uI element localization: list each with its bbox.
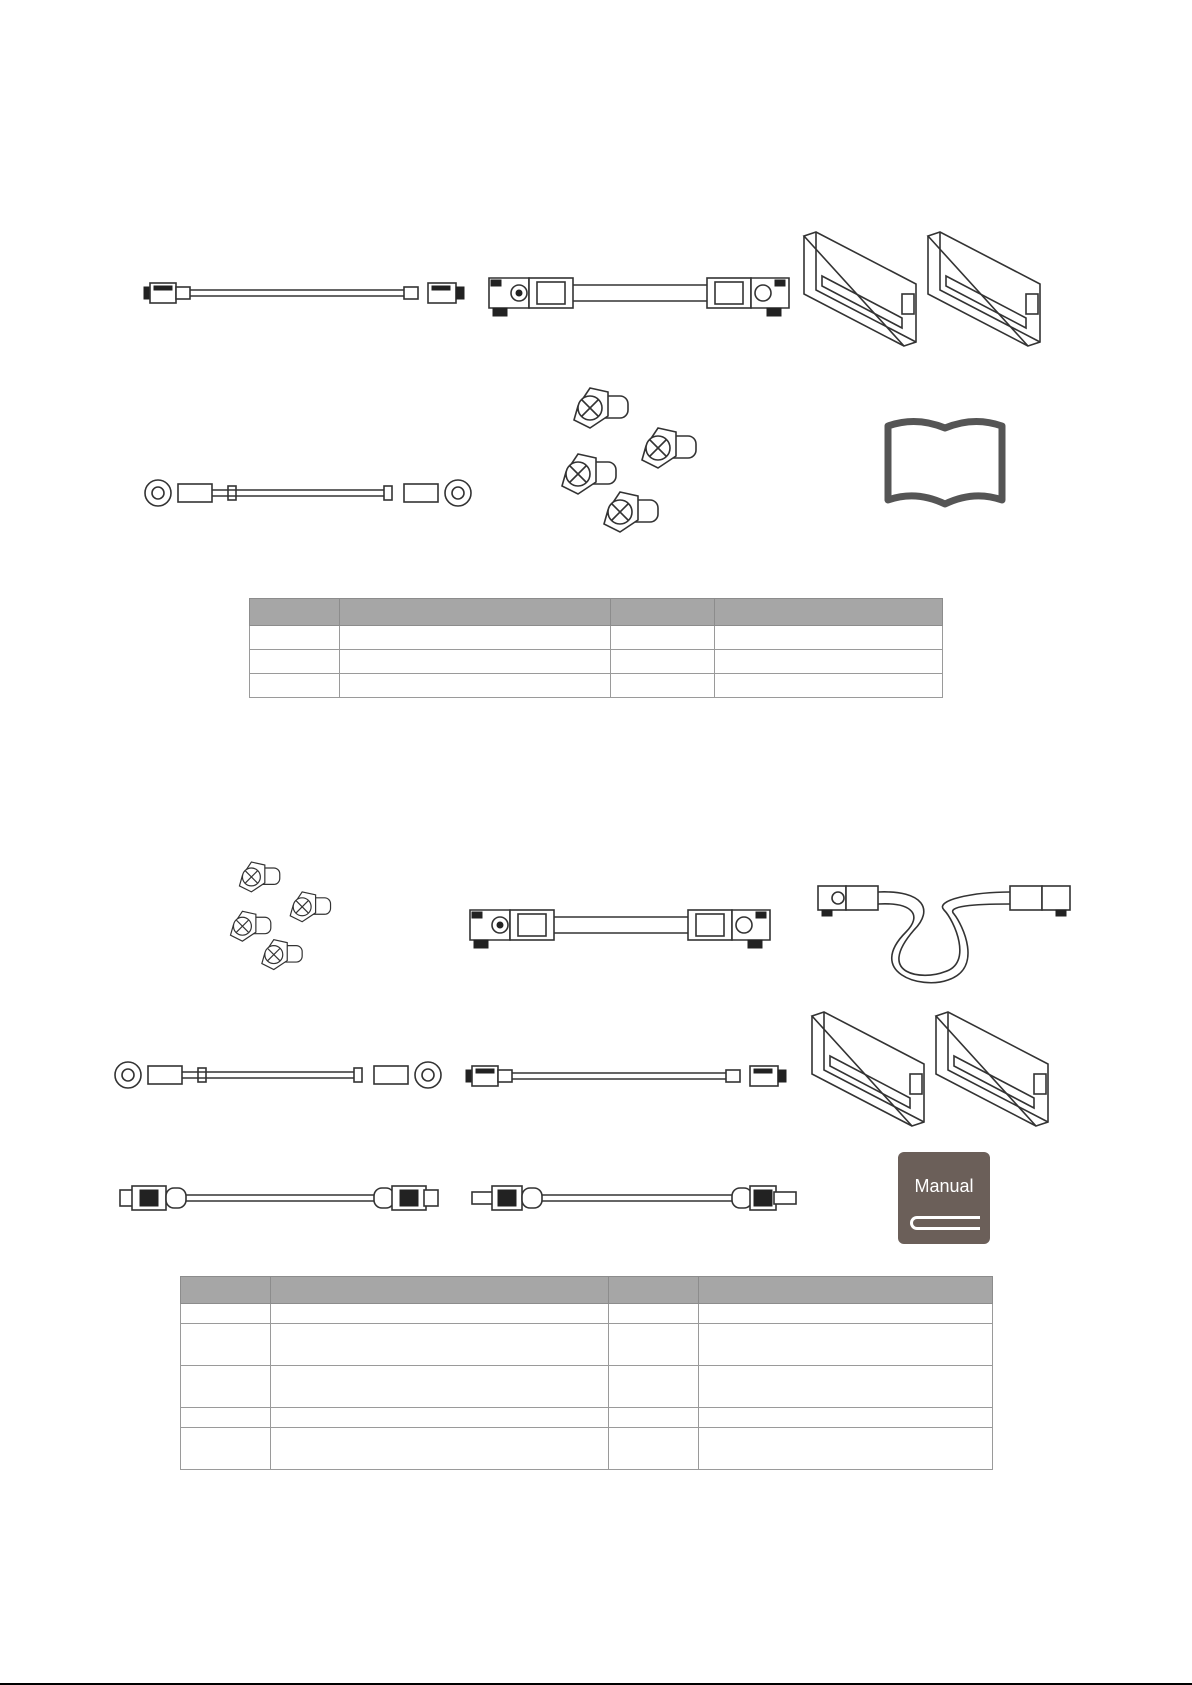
table-cell bbox=[699, 1408, 993, 1428]
table-cell bbox=[609, 1324, 699, 1366]
table-cell bbox=[715, 674, 943, 698]
table-cell bbox=[715, 650, 943, 674]
table-cell bbox=[250, 626, 340, 650]
table-header-cell bbox=[715, 599, 943, 626]
table-header-cell bbox=[271, 1277, 609, 1304]
table-header-row bbox=[250, 599, 943, 626]
manual-label: Manual bbox=[914, 1176, 974, 1196]
table-cell bbox=[181, 1324, 271, 1366]
table-row bbox=[181, 1304, 993, 1324]
table-cell bbox=[609, 1408, 699, 1428]
table-header-cell bbox=[609, 1277, 699, 1304]
table-cell bbox=[699, 1366, 993, 1408]
table-cell bbox=[181, 1428, 271, 1470]
table-cell bbox=[611, 650, 715, 674]
communication-cable-icon bbox=[142, 278, 467, 308]
screw-set-icon bbox=[548, 388, 718, 538]
table-row bbox=[250, 626, 943, 650]
table-cell bbox=[340, 626, 611, 650]
table-cell bbox=[699, 1304, 993, 1324]
table-header-cell bbox=[611, 599, 715, 626]
table-header-cell bbox=[250, 599, 340, 626]
table-cell bbox=[271, 1324, 609, 1366]
parts-table-2 bbox=[180, 1276, 993, 1470]
table-cell bbox=[181, 1304, 271, 1324]
table-cell bbox=[715, 626, 943, 650]
grounding-cable-icon bbox=[112, 1058, 444, 1092]
table-cell bbox=[271, 1428, 609, 1470]
table-cell bbox=[271, 1366, 609, 1408]
table-row bbox=[181, 1428, 993, 1470]
power-cable-icon bbox=[485, 268, 795, 318]
table-cell bbox=[611, 674, 715, 698]
table-cell bbox=[611, 626, 715, 650]
table-row bbox=[181, 1366, 993, 1408]
table-row bbox=[250, 650, 943, 674]
table-cell bbox=[250, 650, 340, 674]
table-cell bbox=[271, 1304, 609, 1324]
communication-cable-icon bbox=[464, 1061, 789, 1091]
table-row bbox=[181, 1408, 993, 1428]
manual-book-icon bbox=[898, 1152, 990, 1244]
table-cell bbox=[340, 650, 611, 674]
pv-connector-cable-icon bbox=[118, 1182, 440, 1214]
mounting-bracket-pair-icon bbox=[800, 232, 1045, 352]
long-power-cable-loop-icon bbox=[814, 880, 1076, 980]
pv-connector-cable-icon bbox=[470, 1182, 798, 1214]
table-row bbox=[181, 1324, 993, 1366]
table-cell bbox=[340, 674, 611, 698]
screw-set-icon bbox=[216, 862, 351, 974]
table-header-cell bbox=[181, 1277, 271, 1304]
table-header-row bbox=[181, 1277, 993, 1304]
parts-table-1 bbox=[249, 598, 943, 698]
table-header-cell bbox=[340, 599, 611, 626]
table-cell bbox=[250, 674, 340, 698]
grounding-cable-icon bbox=[142, 476, 474, 510]
table-cell bbox=[609, 1428, 699, 1470]
table-cell bbox=[699, 1428, 993, 1470]
manual-book-icon bbox=[880, 418, 1010, 510]
table-cell bbox=[271, 1408, 609, 1428]
table-cell bbox=[699, 1324, 993, 1366]
power-cable-icon bbox=[466, 900, 776, 950]
table-cell bbox=[609, 1366, 699, 1408]
mounting-bracket-pair-icon bbox=[808, 1012, 1053, 1132]
table-cell bbox=[181, 1366, 271, 1408]
table-cell bbox=[181, 1408, 271, 1428]
table-row bbox=[250, 674, 943, 698]
table-cell bbox=[609, 1304, 699, 1324]
table-header-cell bbox=[699, 1277, 993, 1304]
